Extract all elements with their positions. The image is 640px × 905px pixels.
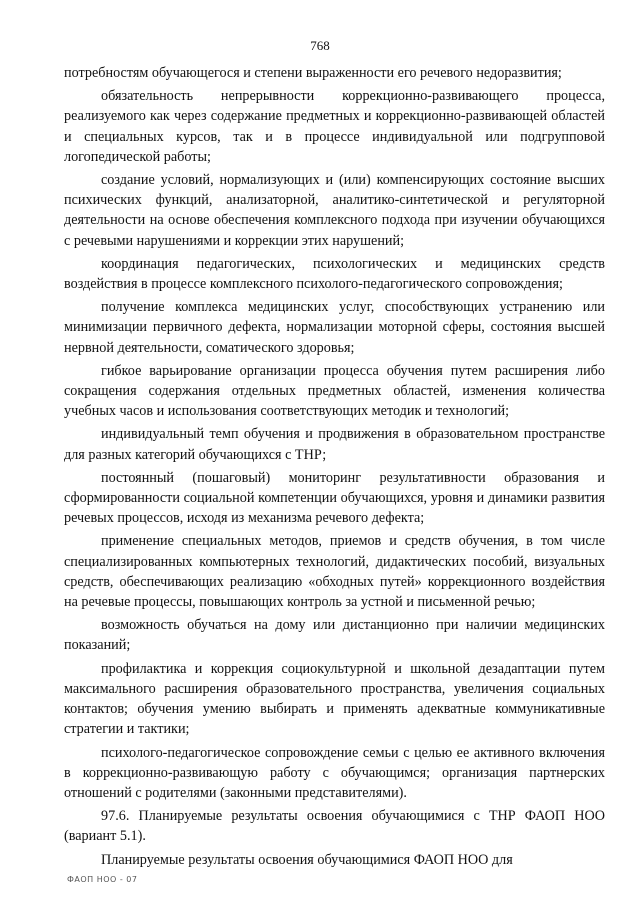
paragraph: потребностям обучающегося и степени выраженности его речевого недоразвития; (64, 65, 562, 81)
paragraph: гибкое варьирование организации процесса обучения путем расширения либо сокращения содержания отдельных предметных областей, изменения количества учебных часов и использования соответствующих методик и технологий; (64, 362, 605, 420)
paragraph: получение комплекса медицинских услуг, способствующих устранению или минимизации первичного дефекта, нормализации моторной сферы, состояния высшей нервной деятельности, соматического здоровья; (64, 299, 605, 356)
document-body (64, 63, 605, 870)
paragraph: координация педагогических, психологических и медицинских средств воздействия в процессе комплексного психолого-педагогического сопровождения; (64, 255, 605, 293)
paragraph: индивидуальный темп обучения и продвижения в образовательном пространстве для разных категорий обучающихся с ТНР; (64, 426, 605, 463)
paragraph: Планируемые результаты освоения обучающимися ФАОП НОО для (101, 851, 513, 868)
page-number: 768 (310, 38, 330, 53)
paragraph: обязательность непрерывности коррекционно-развивающего процесса, реализуемого как через содержание предметных и коррекционно-развивающей областей и специальных курсов, так и в процессе индивидуальной или подгрупповой логопедической работы; (64, 88, 605, 165)
section-heading: 97.6. Планируемые результаты освоения обучающимися с ТНР ФАОП НОО (вариант 5.1). (64, 808, 605, 845)
paragraph: создание условий, нормализующих и (или) компенсирующих состояние высших психических функций, анализаторной, аналитико-синтетической и регуляторной деятельности на основе обеспечения комплексного подхода при изучении обучающихся с речевыми нарушениями и коррекции этих нарушений; (64, 172, 605, 249)
footer-document-code: ФАОП НОО - 07 (67, 875, 138, 884)
paragraph: применение специальных методов, приемов и средств обучения, в том числе специализированных компьютерных технологий, дидактических пособий, визуальных средств, обеспечивающих реализацию «обходных путей» коррекционного воздействия на речевые процессы, повышающих контроль за устной и письменной речью; (64, 533, 605, 611)
paragraph: возможность обучаться на дому или дистанционно при наличии медицинских показаний; (64, 617, 605, 654)
paragraph: постоянный (пошаговый) мониторинг результативности образования и сформированности социальной компетенции обучающихся, уровня и динамики развития речевых процессов, исходя из механизма речевого дефекта; (64, 469, 605, 527)
paragraph: профилактика и коррекция социокультурной и школьной дезадаптации путем максимального расширения образовательного пространства, увеличения социальных контактов; обучения умению выбирать и применять адекватные коммуникативные стратегии и тактики; (64, 660, 605, 738)
paragraph: психолого-педагогическое сопровождение семьи с целью ее активного включения в коррекционно-развивающую работу с обучающимся; организация партнерских отношений с родителями (законными представителями). (64, 744, 605, 801)
